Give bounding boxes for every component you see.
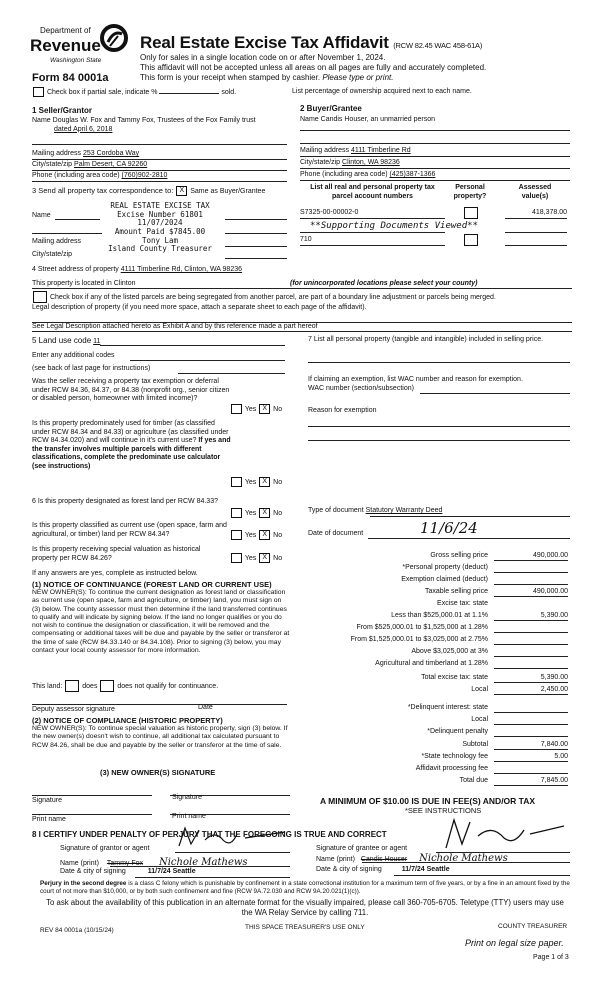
land-does-label: does [82, 682, 98, 690]
q-exemption-no-box[interactable]: X [259, 404, 270, 414]
tax-label: Total excise tax: state [421, 674, 488, 681]
q-historic-answer [230, 553, 282, 563]
tax-row [280, 636, 570, 645]
buyer-mail-row [300, 147, 411, 156]
seller-mail-label: Mailing address [32, 150, 82, 157]
seller-name-value2[interactable]: dated April 6, 2018 [54, 125, 113, 133]
partial-sale-sold: sold. [221, 88, 237, 96]
grantee-date-row [316, 866, 450, 875]
tax-value[interactable]: 490,000.00 [494, 588, 568, 597]
see-instructions: *SEE INSTRUCTIONS [405, 806, 482, 815]
header-line3a: This form is your receipt when stamped by cashier. [140, 73, 321, 82]
section3-label: 3 Send all property tax correspondence to: [32, 186, 174, 195]
parcel-row2-number[interactable]: 710 [300, 236, 312, 243]
q-historic-text: Is this property receiving special valuation as historical property per RCW 84.26? [32, 546, 201, 562]
grantor-name-label: Name (print) [60, 860, 99, 867]
q-timber-yes: Yes [244, 478, 257, 486]
tax-label: From $1,525,000.01 to $3,025,000 at 2.75% [350, 636, 488, 643]
parcel-row1-value[interactable]: 418,378.00 [531, 209, 567, 216]
agency-line1: Department of [40, 26, 91, 35]
parcel-row1-personal-checkbox[interactable] [464, 207, 478, 219]
street-label: 4 Street address of property [32, 266, 119, 273]
tax-label: Local [471, 686, 488, 693]
title-rcw: (RCW 82.45 WAC 458-61A) [393, 41, 483, 50]
treasurer-stamp [95, 202, 225, 254]
q-current-use-text: Is this property classified as current use (open space, farm and agricultural, or timber) land per RCW 84.34? [32, 522, 227, 538]
grantor-date-value[interactable]: 11/7/24 Seattle [147, 868, 196, 875]
tax-label: Gross selling price [430, 552, 488, 559]
q-historic-yes: Yes [244, 554, 257, 562]
tax-row [280, 686, 570, 695]
owner-signature-label-1: Signature [32, 797, 62, 804]
grantee-name-row [316, 853, 508, 865]
this-land-label: This land: [32, 682, 63, 690]
certify-heading: 8 I CERTIFY UNDER PENALTY OF PERJURY THAT THE FOREGOING IS TRUE AND CORRECT [32, 830, 387, 839]
tax-label: *Delinquent penalty [427, 728, 488, 735]
tax-label: *Delinquent interest: state [407, 704, 488, 711]
buyer-heading: 2 Buyer/Grantee [300, 104, 362, 113]
parcel-row1-number[interactable]: S7325-00-00002-0 [300, 209, 359, 216]
tax-row [280, 564, 570, 573]
see-back-note: (see back of last page for instructions) [32, 365, 151, 372]
seller-mail-row [32, 150, 139, 159]
header-line3b: Please type or print. [322, 73, 394, 82]
tax-label: Subtotal [462, 741, 488, 748]
deputy-date-label: Date [198, 704, 213, 711]
treasurer-space-label: THIS SPACE TREASURER'S USE ONLY [245, 924, 365, 931]
header-line1: Only for sales in a single location code on or after November 1, 2024. [140, 53, 386, 62]
tax-value[interactable]: 490,000.00 [494, 552, 568, 561]
q-forest-no: No [273, 509, 283, 517]
grantee-name-label: Name (print) [316, 856, 355, 863]
tax-value[interactable] [494, 660, 568, 669]
street-value[interactable]: 4111 Timberline Rd, Clinton, WA 98236 [120, 266, 243, 273]
buyer-name-value[interactable]: Candis Houser, an unmarried person [320, 116, 436, 123]
q-current-use-answer [230, 530, 282, 540]
tax-row [280, 552, 570, 561]
tax-value[interactable]: 7,845.00 [494, 777, 568, 786]
q-forest-text: 6 Is this property designated as forest land per RCW 84.33? [32, 498, 218, 505]
this-land-row [32, 680, 218, 692]
legal-value[interactable]: See Legal Description attached hereto as Exhibit A and by this reference made a part hereof [32, 323, 318, 330]
form-number: Form 84 0001a [32, 72, 109, 84]
land-use-row [32, 336, 100, 347]
buyer-phone-label: Phone (including area code) [300, 171, 388, 178]
tax-value[interactable]: 7,840.00 [494, 741, 568, 750]
tax-value[interactable]: 2,450.00 [494, 686, 568, 695]
header-line2: This affidavit will not be accepted unless all areas on all pages are fully and accurately completed. [140, 63, 487, 72]
located-value[interactable]: Clinton [113, 280, 136, 287]
tax-value[interactable]: 5.00 [494, 753, 568, 762]
legal-label: Legal description of property (if you need more space, attach a separate sheet to each page of the affidavit). [32, 304, 367, 311]
tax-row [280, 704, 570, 713]
seller-phone-label: Phone (including area code) [32, 172, 120, 179]
stamp-line1: REAL ESTATE EXCISE TAX [110, 201, 210, 210]
parcel-row2-personal-checkbox[interactable] [464, 234, 478, 246]
tax-value[interactable] [494, 648, 568, 657]
q-current-use-yes-box[interactable] [231, 530, 242, 540]
doc-date-label: Date of document [308, 530, 364, 537]
grantor-date-row [60, 868, 196, 877]
tax-label: Exemption claimed (deduct) [401, 576, 488, 583]
seller-name-row [32, 117, 287, 134]
header-line3 [140, 73, 393, 83]
grantor-sig-label: Signature of grantor or agent [60, 845, 150, 852]
q-exemption-no: No [273, 405, 283, 413]
q-timber-text [32, 420, 232, 471]
land-use-value[interactable]: 11 [93, 338, 101, 345]
doc-date-value[interactable]: 11/6/24 [420, 519, 478, 537]
grantor-date-label: Date & city of signing [60, 868, 126, 875]
seller-phone-value[interactable]: (760)902-2810 [121, 172, 168, 179]
buyer-mail-value[interactable]: 4111 Timberline Rd [350, 147, 411, 154]
buyer-phone-row [300, 171, 435, 180]
continuance-heading: (1) NOTICE OF CONTINUANCE (FOREST LAND OR CURRENT USE) [32, 580, 272, 589]
tax-label: Local [471, 716, 488, 723]
section3-city-label: City/state/zip [32, 251, 73, 258]
stamp-line4: Amount Paid $7845.00 [114, 226, 206, 236]
parcels-col2: Personal property? [453, 184, 487, 200]
perjury-label: Perjury in the second degree [40, 880, 127, 887]
owner-signature-label-2: Signature [172, 794, 202, 801]
grantor-name-struck: Tammy Fox [106, 860, 144, 867]
tax-row [280, 741, 570, 750]
q-timber-answer [230, 477, 282, 487]
grantee-date-label: Date & city of signing [316, 866, 382, 873]
dor-logo [30, 22, 130, 72]
seller-phone-row [32, 172, 167, 181]
buyer-name-label: Name [300, 116, 319, 123]
grantor-name-value[interactable]: Nichole Mathews [158, 857, 248, 868]
seller-mail-value[interactable]: 253 Cordoba Way [82, 150, 140, 157]
seller-heading: 1 Seller/Grantor [32, 106, 93, 115]
perjury-note [40, 880, 575, 895]
owner-print-label-1: Print name [32, 816, 66, 823]
buyer-phone-value[interactable]: (425)387-1366 [389, 171, 436, 178]
tax-row [280, 777, 570, 786]
q-historic-no-box[interactable]: X [259, 553, 270, 563]
grantor-sig-row [60, 845, 150, 854]
same-as-buyer-checkbox[interactable]: X [176, 186, 187, 196]
segregated-checkbox[interactable] [33, 291, 47, 303]
tax-value[interactable] [494, 576, 568, 585]
q-forest-yes: Yes [244, 509, 257, 517]
tax-label: Less than $525,000.01 at 1.1% [391, 612, 488, 619]
county-treasurer-label: COUNTY TREASURER [498, 923, 568, 930]
rev-number: REV 84 0001a (10/15/24) [40, 927, 114, 934]
tax-value[interactable] [494, 564, 568, 573]
owner-sig-heading: (3) NEW OWNER(S) SIGNATURE [100, 768, 216, 777]
tax-value[interactable] [494, 716, 568, 725]
section3-mail-label: Mailing address [32, 238, 82, 245]
minimum-fee-note: A MINIMUM OF $10.00 IS DUE IN FEE(S) AND/OR TAX [320, 796, 536, 806]
tax-value[interactable] [494, 624, 568, 633]
q-exemption-text: Was the seller receiving a property tax exemption or deferral under RCW 84.36, 84.37, or 84.38 (nonprofit org., senior citizen or disabled person, homeowner with limited income)? [32, 378, 230, 403]
title-text: Real Estate Excise Tax Affidavit [140, 33, 389, 52]
parcels-col1: List all real and personal property tax parcel account numbers [310, 184, 435, 200]
tax-value[interactable] [494, 728, 568, 737]
tax-row [280, 624, 570, 633]
buyer-city-row [300, 159, 400, 168]
deputy-sig-label: Deputy assessor signature [32, 706, 115, 713]
located-row [32, 280, 136, 289]
q-historic-yes-box[interactable] [231, 553, 242, 563]
grantee-name-value[interactable]: Nichole Mathews [419, 853, 508, 864]
q-forest-answer [230, 508, 282, 518]
legal-size-note: Print on legal size paper. [465, 938, 564, 948]
tax-row [280, 660, 570, 669]
land-does-checkbox[interactable] [65, 680, 79, 692]
agency-line3: Washington State [50, 57, 102, 64]
ownership-note: List percentage of ownership acquired next to each name. [292, 88, 472, 95]
q-timber-no: No [273, 478, 283, 486]
tax-row [280, 674, 570, 683]
q-forest-yes-box[interactable] [231, 508, 242, 518]
seller-name-label: Name [32, 117, 51, 124]
tax-value[interactable] [494, 765, 568, 774]
tax-value[interactable]: 5,390.00 [494, 612, 568, 621]
page-number: Page 1 of 3 [533, 954, 569, 961]
grantor-signature-scribble [175, 826, 295, 848]
wac-label: WAC number (section/subsection) [308, 385, 414, 392]
tax-row [280, 765, 570, 774]
buyer-name-row [300, 116, 435, 125]
page-title [140, 33, 482, 54]
q-timber-text-a: Is this property predominately used for timber (as classified under RCW 84.34 and 84.33) or agriculture (as classified under RCW 84.34.020) and will continue in it's current use? [32, 420, 229, 445]
tax-row [280, 648, 570, 657]
perjury-text: is a class C felony which is punishable by confinement in a state correctional institution for a maximum term of five years, or by a fine in an amount fixed by the court of not more than $10,000, or by both such confinement and fine (RCW 9A.72.030 and RCW 9A.20.021(1)(c)). [40, 880, 570, 895]
partial-sale-label: Check box if partial sale, indicate % [46, 88, 158, 96]
section3-name-label: Name [32, 212, 51, 219]
tax-label: Total due [459, 777, 488, 784]
compliance-body: NEW OWNER(S): To continue special valuation as historic property, sign (3) below. If the new owner(s) doesn't wish to continue, all additional tax calculated pursuant to RCW 84.26, shall be due and payable by the seller or transferor at the time of sale. [32, 725, 288, 749]
section3-heading [32, 186, 265, 197]
stamp-line2: Excise Number 61801 [117, 209, 203, 219]
q-timber-text-b: If yes and the transfer involves multiple parcels with different classifications, complete the predominate use calculator (see instructions) [32, 437, 231, 470]
tax-label: From $525,000.01 to $1,525,000 at 1.28% [356, 624, 488, 631]
street-row [32, 266, 242, 275]
stamp-line5: Tony Lam [141, 235, 179, 245]
grantee-name-struck: Candis Houser [360, 856, 408, 863]
stamp-line6: Island County Treasurer [108, 244, 212, 254]
doc-type-value[interactable]: Statutory Warranty Deed [365, 507, 443, 514]
grantee-signature-scribble [440, 816, 570, 850]
tax-value[interactable]: 5,390.00 [494, 674, 568, 683]
segregated-label: Check box if any of the listed parcels are being segregated from another parcel, are part of a boundary line adjustment or parcels being merged. [49, 293, 496, 301]
owner-print-label-2: Print name [172, 813, 206, 820]
dor-logo-icon [100, 24, 128, 52]
supporting-docs-stamp: **Supporting Documents Viewed** [310, 221, 478, 231]
tax-label: *Personal property (deduct) [402, 564, 488, 571]
land-does-not-checkbox[interactable] [100, 680, 114, 692]
q-exemption-yes: Yes [244, 405, 257, 413]
same-as-buyer-label: Same as Buyer/Grantee [190, 188, 266, 195]
seller-city-row [32, 161, 147, 170]
agency-line2: Revenue [30, 36, 101, 55]
tax-row [280, 600, 570, 609]
tax-row [280, 728, 570, 737]
tax-row [280, 588, 570, 597]
doc-type-label: Type of document [308, 507, 364, 514]
land-does-not-label: does not qualify for continuance. [117, 682, 219, 690]
seller-name-value[interactable]: Douglas W. Fox and Tammy Fox, Trustees of the Fox Family trust [52, 117, 256, 124]
tax-label: Excise tax: state [437, 600, 488, 607]
buyer-mail-label: Mailing address [300, 147, 350, 154]
buyer-city-value[interactable]: Clinton, WA 98236 [342, 159, 400, 166]
tax-row [280, 612, 570, 621]
tax-label: Taxable selling price [424, 588, 488, 595]
tax-value[interactable] [494, 704, 568, 713]
q-timber-no-box[interactable]: X [259, 477, 270, 487]
stamp-line3: 11/07/2024 [137, 218, 183, 228]
tax-row [280, 753, 570, 762]
seller-city-value[interactable]: Palm Desert, CA 92260 [74, 161, 148, 168]
tax-label: *State technology fee [421, 753, 488, 760]
tax-label: Affidavit processing fee [415, 765, 488, 772]
seller-city-label: City/state/zip [32, 161, 73, 168]
accessibility-note: To ask about the availability of this publication in an alternate format for the visually impaired, please call 360-705-6705. Teletype (TTY) users may use the WA Relay Service by calling 711. [46, 898, 564, 917]
q-current-use-no: No [273, 531, 283, 539]
unincorporated-note: (for unincorporated locations please select your county) [290, 280, 478, 287]
q-historic-no: No [273, 554, 283, 562]
land-use-label: 5 Land use code [32, 336, 92, 345]
doc-type-row [308, 507, 442, 516]
q-current-use-no-box[interactable]: X [259, 530, 270, 540]
exemption-label: If claiming an exemption, list WAC number and reason for exemption. [308, 376, 523, 383]
tax-value[interactable] [494, 636, 568, 645]
parcels-col3: Assessed value(s) [518, 184, 552, 200]
tax-row [280, 576, 570, 585]
q-forest-no-box[interactable]: X [259, 508, 270, 518]
q-exemption-answer [230, 404, 282, 414]
grantee-date-value[interactable]: 11/7/24 Seattle [401, 866, 450, 873]
additional-codes-label: Enter any additional codes [32, 352, 115, 359]
continuance-body: NEW OWNER(S): To continue the current designation as forest land or classification as current use (open space, farm and agriculture, or timber) land, you must sign on (3) below. The county assessor must then determine if the land transferred continues to qualify and will indicate by signing below. If the land no longer qualifies or you do not wish to continue the designation or classification, it will be removed and the compensating or additional taxes will be due and payable by the seller or transferor at the time of sale (RCW 84.33.140 or 84.34.108). Prior to signing (3) below, you may contact your local county assessor for more information. [32, 589, 290, 654]
q-current-use-yes: Yes [244, 531, 257, 539]
partial-sale-checkbox[interactable] [33, 87, 44, 97]
tax-label: Above $3,025,000 at 3% [411, 648, 488, 655]
section6-note: If any answers are yes, complete as instructed below. [32, 570, 198, 577]
tax-label: Agricultural and timberland at 1.28% [375, 660, 488, 667]
q-timber-yes-box[interactable] [231, 477, 242, 487]
located-label: This property is located in [32, 280, 112, 287]
segregated-row [32, 291, 577, 303]
buyer-city-label: City/state/zip [300, 159, 341, 166]
compliance-heading: (2) NOTICE OF COMPLIANCE (HISTORIC PROPERTY) [32, 716, 223, 725]
q-exemption-yes-box[interactable] [231, 404, 242, 414]
reason-label: Reason for exemption [308, 407, 377, 414]
section7-heading: 7 List all personal property (tangible and intangible) included in selling price. [308, 336, 544, 343]
tax-row [280, 716, 570, 725]
partial-sale-row [32, 87, 236, 97]
grantee-sig-label: Signature of grantee or agent [316, 845, 408, 852]
